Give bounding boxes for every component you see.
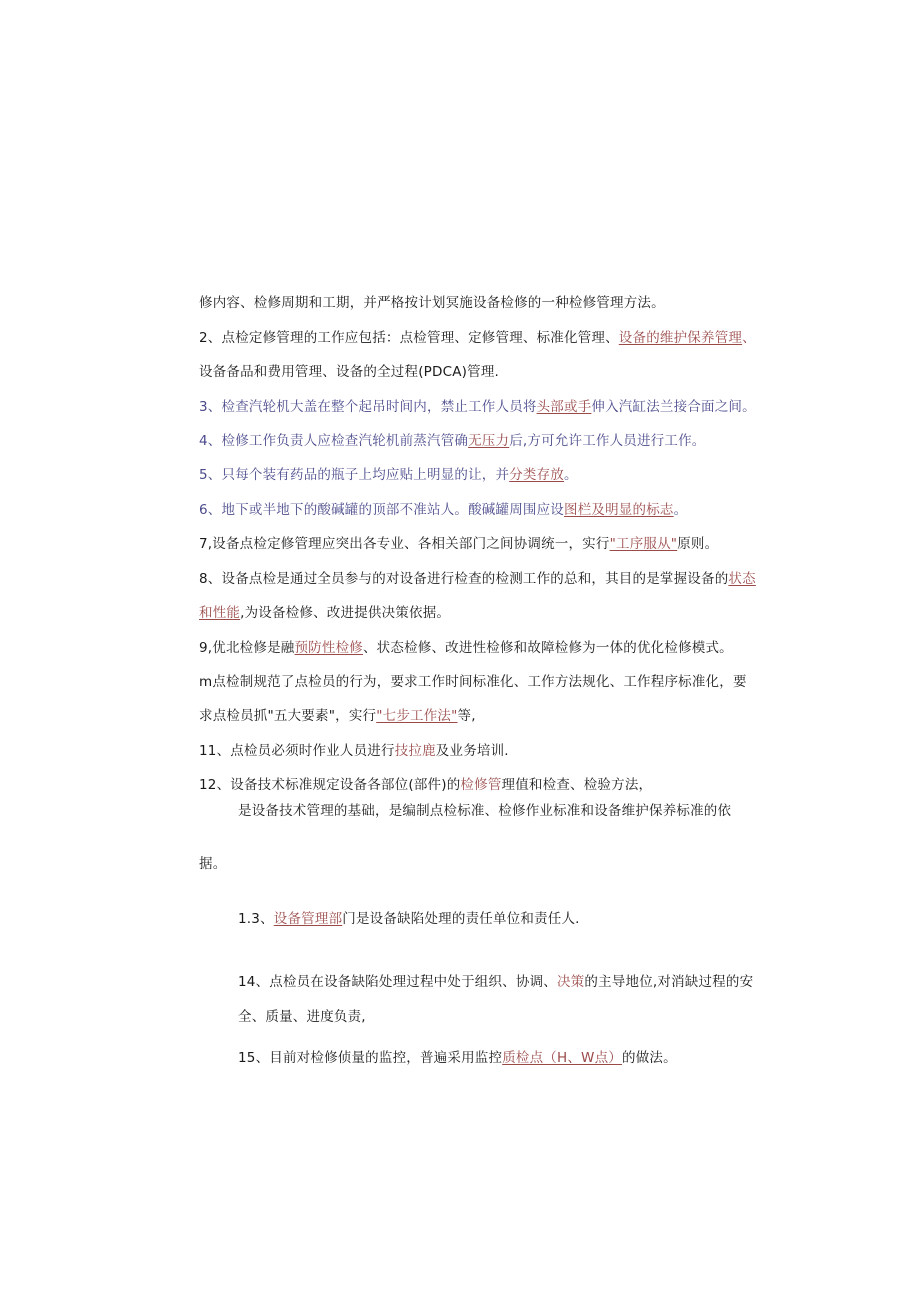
- text-line-12: m点检制规范了点检员的行为，要求工作时间标准化、工作方法规化、工作程序标准化，要: [199, 674, 747, 690]
- highlight-equipment-maintenance: 设备的维护保养管理: [618, 330, 743, 346]
- highlight-preventive-maintenance: 预防性检修: [294, 640, 363, 656]
- highlight-maintenance-mgmt: 检修管: [460, 777, 502, 793]
- text-line-10: 和性能,为设备检修、改进提供决策依据。: [199, 605, 451, 621]
- highlight-no-pressure: 无压力: [468, 433, 510, 449]
- text-line-8: 7,设备点检定修管理应突出各专业、各相关部门之间协调统一，实行"工序服从"原则。: [199, 536, 719, 552]
- text-line-16: 是设备技术管理的基础，是编制点检标准、检修作业标准和设备维护保养标准的依: [238, 803, 732, 819]
- highlight-skill: 技拉鹿: [394, 743, 436, 759]
- text-line-21: 15、目前对检修侦量的监控，普遍采用监控质检点（H、W点）的做法。: [238, 1050, 677, 1066]
- highlight-seven-step: "七步工作法": [376, 708, 458, 724]
- text-line-7: 6、地下或半地下的酸碱罐的顶部不准站人。酸碱罐周围应设图栏及明显的标志。: [199, 502, 688, 518]
- text-line-3: 设备备品和费用管理、设备的全过程(PDCA)管理.: [199, 364, 500, 380]
- text-line-4: 3、检查汽轮机大盖在整个起吊时间内，禁止工作人员将头部或手伸入汽缸法兰接合面之间。: [199, 399, 756, 415]
- text-line-1: 修内容、检修周期和工期，并严格按计划冥施设备检修的一种检修管理方法。: [199, 295, 665, 311]
- highlight-decision: 决策: [556, 974, 585, 990]
- text-line-14: 11、点检员必须时作业人员进行技拉鹿及业务培训.: [199, 743, 509, 759]
- highlight-head-or-hand: 头部或手: [536, 399, 592, 415]
- highlight-equipment-dept: 设备管理部: [273, 911, 343, 927]
- text-line-19: 14、点检员在设备缺陷处理过程中处于组织、协调、决策的主导地位,对消缺过程的安: [238, 974, 754, 990]
- text-line-13: 求点检员抓"五大要素"，实行"七步工作法"等,: [199, 708, 476, 724]
- text-line-15: 12、设备技术标准规定设备各部位(部件)的检修管理值和检查、检验方法，: [199, 777, 653, 793]
- highlight-quality-checkpoint: 质检点（H、W点）: [502, 1050, 622, 1066]
- highlight-performance: 和性能: [199, 605, 241, 621]
- text-line-18: 1.3、设备管理部门是设备缺陷处理的责任单位和责任人.: [238, 911, 580, 927]
- highlight-separate-storage: 分类存放: [509, 467, 565, 483]
- text-line-6: 5、只每个装有药品的瓶子上均应贴上明显的让，并分类存放。: [199, 467, 578, 483]
- highlight-state: 状态: [728, 571, 756, 587]
- highlight-fence-signs: 图栏及明显的标志: [564, 502, 674, 518]
- text-line-2: 2、点检定修管理的工作应包括：点检管理、定修管理、标准化管理、设备的维护保养管理、: [199, 330, 756, 346]
- text-line-20: 全、质量、进度负责,: [238, 1009, 366, 1025]
- text-line-17: 据。: [199, 856, 227, 872]
- text-line-9: 8、设备点检是通过全员参与的对设备进行检查的检测工作的总和，其目的是掌握设备的状态: [199, 571, 756, 587]
- highlight-process-obey: "工序服从": [609, 536, 678, 552]
- text-line-11: 9,优北检修是融预防性检修、状态检修、改进性检修和故障检修为一体的优化检修模式。: [199, 640, 733, 656]
- text-line-5: 4、检修工作负责人应检查汽轮机前蒸汽管确无压力后,方可允许工作人员进行工作。: [199, 433, 706, 449]
